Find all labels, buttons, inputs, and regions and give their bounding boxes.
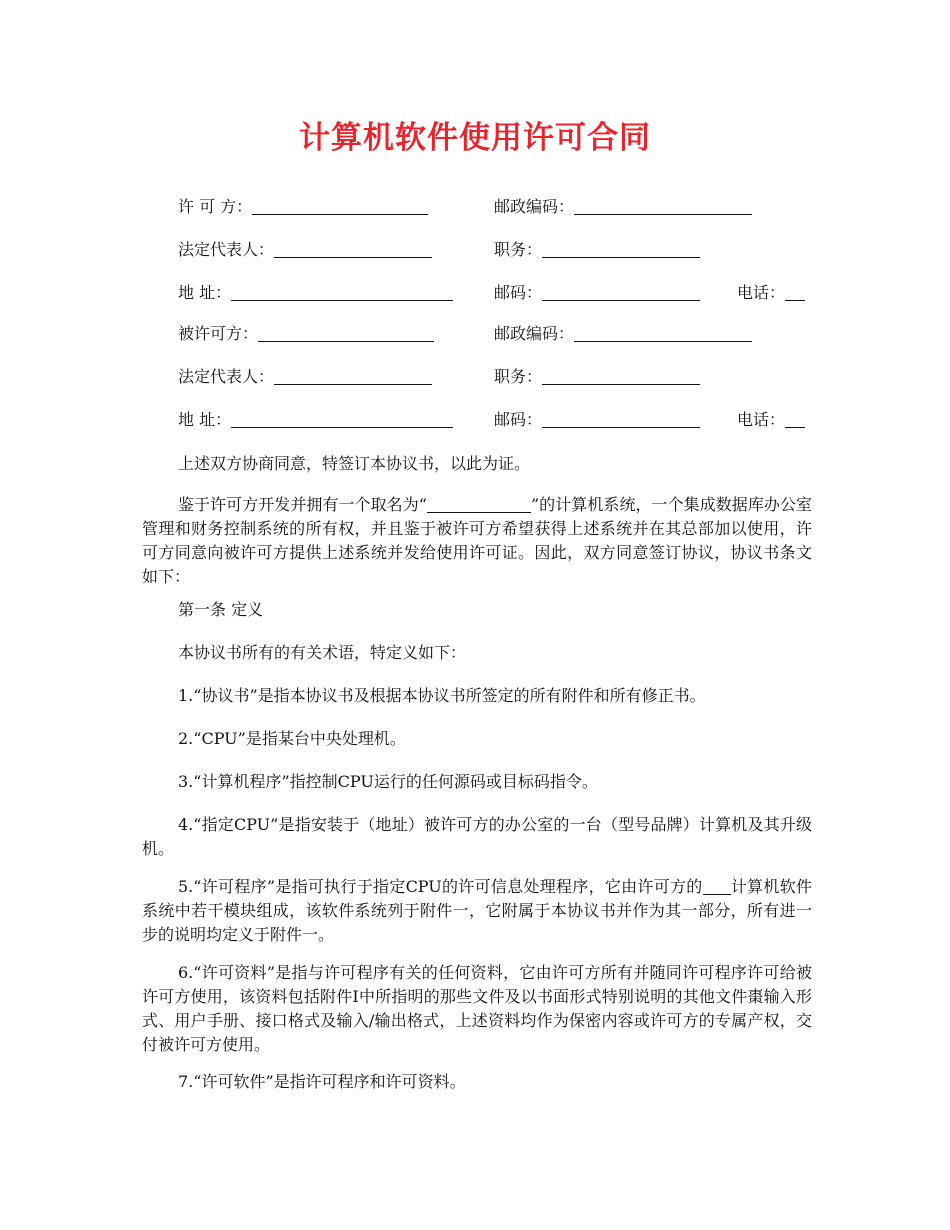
zip-label-1: 邮码： — [494, 283, 543, 302]
zip-field-1 — [494, 281, 700, 305]
address-field-2 — [178, 408, 453, 432]
legal-rep-blank-1 — [274, 239, 432, 258]
licensee-field — [178, 322, 434, 346]
phone-label-1: 电话： — [737, 283, 786, 302]
definition-4: 4.“指定CPU”是指安装于（地址）被许可方的办公室的一台（型号品牌）计算机及其升级机。 — [142, 815, 812, 858]
postal-code-blank-2 — [574, 323, 752, 342]
position-field-1 — [494, 238, 700, 262]
system-name-blank — [427, 494, 531, 513]
zip-blank-2 — [542, 409, 700, 428]
address-blank-2 — [231, 409, 453, 428]
agreement-statement: 上述双方协商同意，特签订本协议书，以此为证。 — [178, 454, 531, 473]
licensor-label: 许 可 方： — [178, 197, 253, 216]
definition-5-text-b: 计算机软件系统中若干模块组成，该软件系统列于附件一，它附属于本协议书并作为其一部分，所有进一步的说明均定义于附件一。 — [142, 877, 812, 944]
position-label-2: 职务： — [494, 367, 543, 386]
position-field-2 — [494, 365, 700, 389]
definition-5-text-a: 5.“许可程序”是指可执行于指定CPU的许可信息处理程序，它由许可方的 — [178, 877, 703, 896]
article-1-heading: 第一条 定义 — [178, 600, 264, 619]
position-blank-1 — [542, 239, 700, 258]
address-field-1 — [178, 281, 453, 305]
postal-code-field-1 — [494, 195, 752, 219]
definition-6: 6.“许可资料”是指与许可程序有关的任何资料，它由许可方所有并随同许可程序许可给被许可方使用，该资料包括附件I中所指明的那些文件及以书面形式特别说明的其他文件棗输入形式、用户手册、接口格式及输入/输出格式，上述资料均作为保密内容或许可方的专属产权，交付被许可方使用。 — [142, 963, 812, 1054]
definition-7: 7.“许可软件”是指许可程序和许可资料。 — [178, 1072, 466, 1091]
definition-3: 3.“计算机程序”指控制CPU运行的任何源码或目标码指令。 — [178, 772, 598, 791]
licensor-blank — [252, 196, 428, 215]
zip-field-2 — [494, 408, 700, 432]
postal-code-label-2: 邮政编码： — [494, 324, 575, 343]
phone-field-1 — [737, 281, 805, 305]
postal-code-field-2 — [494, 322, 752, 346]
licensee-blank — [258, 323, 434, 342]
legal-rep-blank-2 — [274, 366, 432, 385]
legal-rep-field-2 — [178, 365, 432, 389]
document-title: 计算机软件使用许可合同 — [299, 120, 651, 156]
position-blank-2 — [542, 366, 700, 385]
address-label-2: 地 址： — [178, 410, 232, 429]
legal-rep-label-1: 法定代表人： — [178, 240, 275, 259]
licensor-field — [178, 195, 428, 219]
address-label-1: 地 址： — [178, 283, 232, 302]
phone-blank-1 — [785, 282, 805, 301]
licensee-label: 被许可方： — [178, 324, 259, 343]
position-label-1: 职务： — [494, 240, 543, 259]
legal-rep-label-2: 法定代表人： — [178, 367, 275, 386]
definition-5-blank — [703, 876, 731, 895]
zip-label-2: 邮码： — [494, 410, 543, 429]
legal-rep-field-1 — [178, 238, 432, 262]
definition-2: 2.“CPU”是指某台中央处理机。 — [178, 729, 406, 748]
address-blank-1 — [231, 282, 453, 301]
recital-text-b: ”的计算机系统，一个集成数据库办公室管理和财务控制系统的所有权，并且鉴于被许可方希望获得上述系统并在其总部加以使用，许可方同意向被许可方提供上述系统并发给使用许可证。因此，双方同意签订协议，协议书条文如下： — [142, 495, 812, 586]
phone-label-2: 电话： — [737, 410, 786, 429]
recital-paragraph — [142, 493, 812, 589]
recital-text-a: 鉴于许可方开发并拥有一个取名为“ — [178, 495, 427, 514]
definition-1: 1.“协议书”是指本协议书及根据本协议书所签定的所有附件和所有修正书。 — [178, 686, 706, 705]
zip-blank-1 — [542, 282, 700, 301]
postal-code-label-1: 邮政编码： — [494, 197, 575, 216]
postal-code-blank-1 — [574, 196, 752, 215]
phone-blank-2 — [785, 409, 805, 428]
phone-field-2 — [737, 408, 805, 432]
definitions-intro: 本协议书所有的有关术语，特定义如下： — [178, 643, 467, 662]
definition-5 — [142, 875, 812, 947]
